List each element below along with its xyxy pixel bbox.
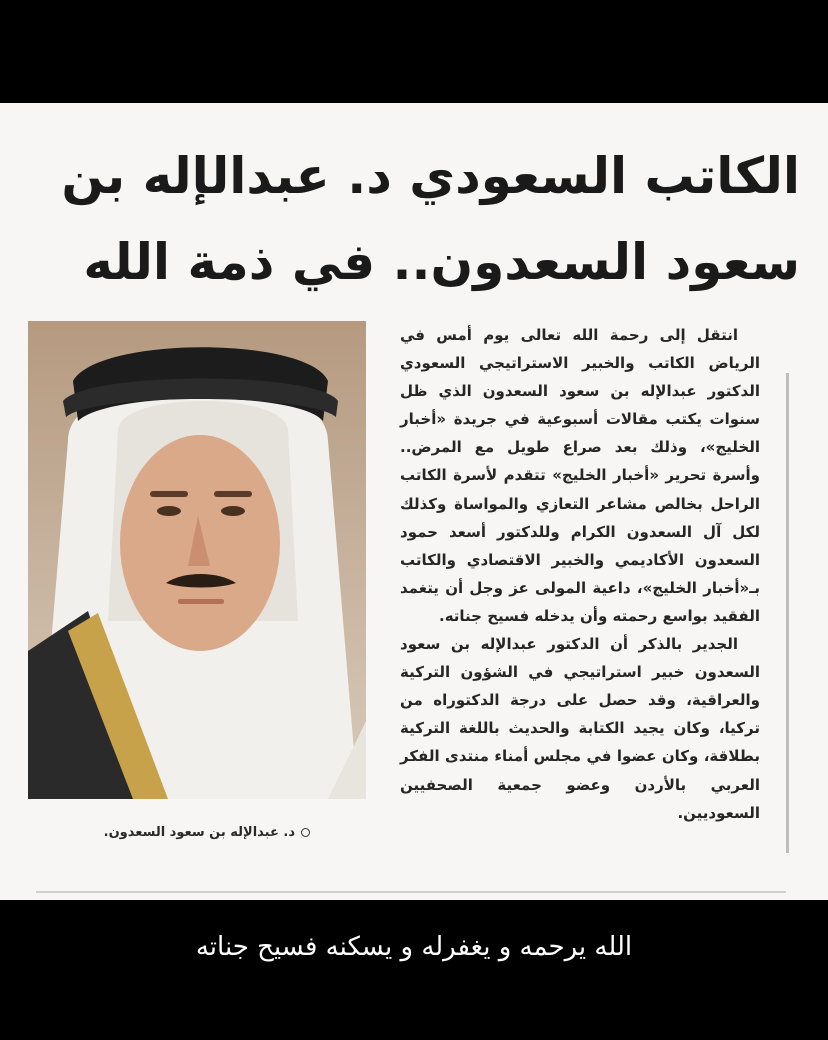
top-black-bar — [0, 0, 828, 103]
photo-caption — [60, 825, 310, 840]
caption-text: د. عبدالإله بن سعود السعدون. — [103, 825, 295, 840]
article-body — [400, 321, 760, 827]
article-paragraph-1: انتقل إلى رحمة الله تعالى يوم أمس في الرياض الكاتب والخبير الاستراتيجي السعودي الدكتور عبدالإله بن سعود السعدون الذي ظل سنوات يكتب مقالات أسبوعية في جريدة «أخبار الخليج»، وذلك بعد صراع طويل مع المرض.. وأسرة تحرير «أخبار الخليج» تتقدم لأسرة الكاتب الراحل بخالص مشاعر التعازي والمواساة وكذلك لكل آل السعدون الكرام وللدكتور أسعد حمود السعدون الأكاديمي والخبير الاقتصادي والكاتب بـ«أخبار الخليج»، داعية المولى عز وجل أن يتغمد الفقيد بواسع رحمته وأن يدخله فسيح جناته. — [400, 326, 760, 625]
article-headline — [20, 133, 800, 305]
headline-line-2: سعود السعدون.. في ذمة الله — [83, 233, 800, 291]
headline-line-1: الكاتب السعودي د. عبدالإله بن — [61, 147, 800, 205]
bottom-black-bar — [0, 900, 828, 1040]
newspaper-clipping — [0, 103, 828, 900]
bottom-rule — [36, 891, 786, 893]
column-rule — [786, 373, 789, 853]
footer-caption: الله يرحمه و يغفرله و يسكنه فسيح جناته — [195, 932, 633, 962]
portrait-photo — [28, 321, 366, 799]
portrait-illustration — [28, 321, 366, 799]
caption-bullet-icon — [301, 828, 310, 837]
article-paragraph-2: الجدير بالذكر أن الدكتور عبدالإله بن سعود السعدون خبير استراتيجي في الشؤون التركية والعراقية، وقد حصل على درجة الدكتوراه من تركيا، وكان يجيد الكتابة والحديث باللغة التركية بطلاقة، وكان عضوا في مجلس أمناء منتدى الفكر العربي بالأردن وعضو جمعية الصحفيين السعوديين. — [400, 635, 760, 822]
